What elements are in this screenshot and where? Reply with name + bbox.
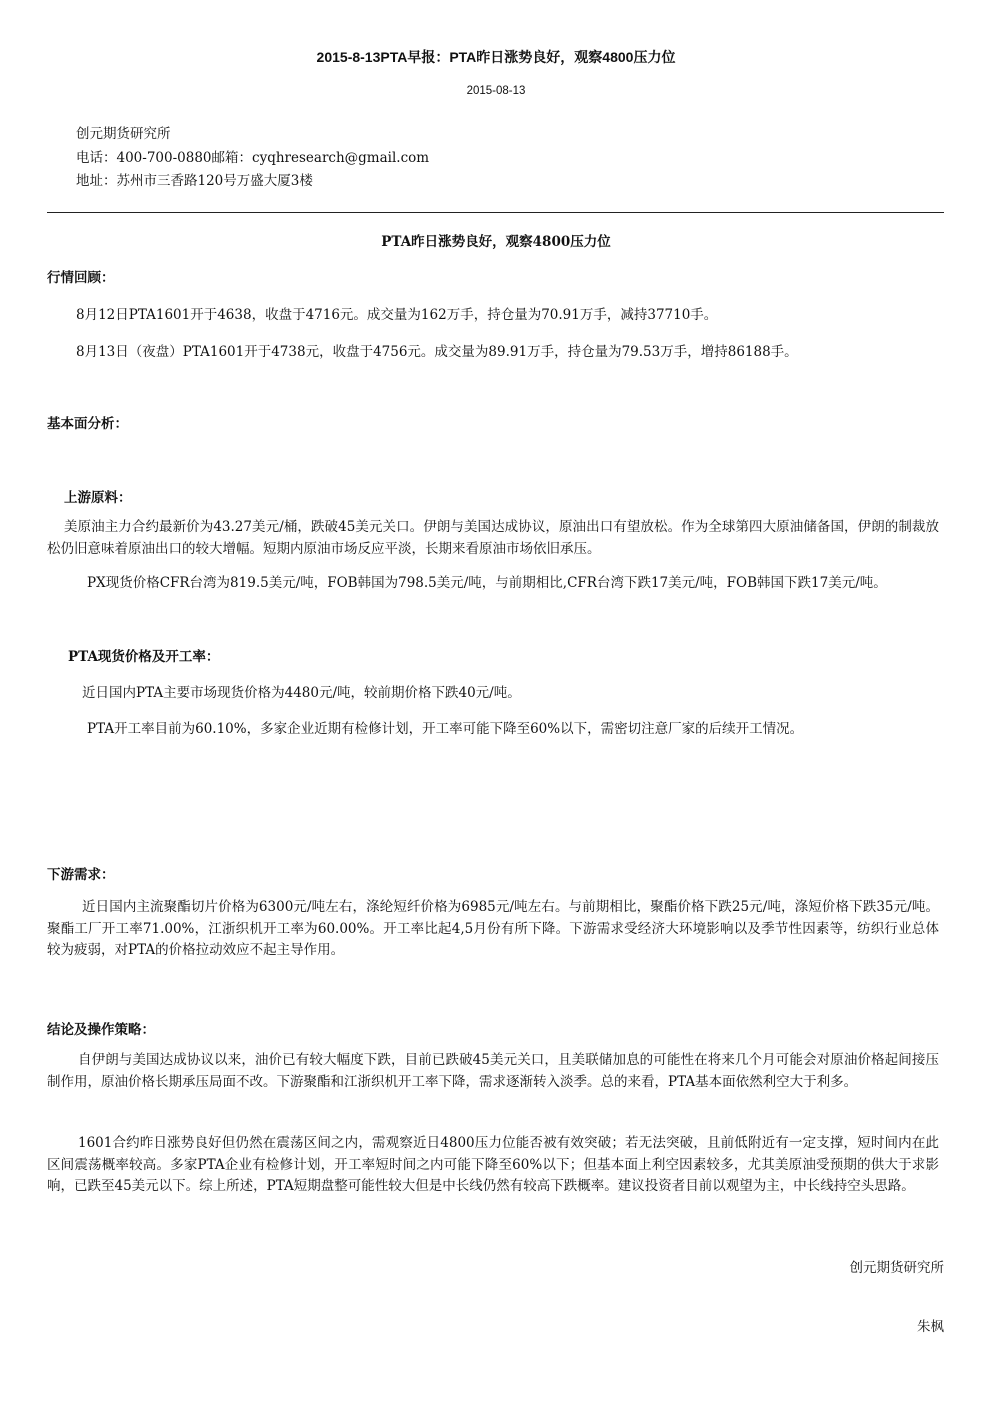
contact-info: 电话：400-700-0880邮箱：cyqhresearch@gmail.com <box>76 150 430 166</box>
spot-paragraph-1: 近日国内PTA主要市场现货价格为4480元/吨，较前期价格下跌40元/吨。 <box>82 685 521 701</box>
upstream-paragraph-1: 美原油主力合约最新价为43.27美元/桶，跌破45美元关口。伊朗与美国达成协议，原油出口有望放松。作为全球第四大原油储备国，伊朗的制裁放松仍旧意味着原油出口的较大增幅。短期内原油市场反应平淡，长期来看原油市场依旧承压。 <box>47 519 939 557</box>
review-heading: 行情回顾： <box>47 270 115 286</box>
org-name: 创元期货研究所 <box>76 126 171 142</box>
fundamentals-heading: 基本面分析： <box>47 416 128 432</box>
spot-paragraph-2: PTA开工率目前为60.10%，多家企业近期有检修计划，开工率可能下降至60%以下，需密切注意厂家的后续开工情况。 <box>87 721 804 737</box>
downstream-heading: 下游需求： <box>47 867 115 883</box>
address: 地址：苏州市三香路120号万盛大厦3楼 <box>76 173 313 189</box>
upstream-heading: 上游原料： <box>64 490 132 506</box>
conclusion-paragraph-2: 1601合约昨日涨势良好但仍然在震荡区间之内，需观察近日4800压力位能否被有效突破；若无法突破，且前低附近有一定支撑，短时间内在此区间震荡概率较高。多家PTA企业有检修计划，开工率短时间之内可能下降至60%以下；但基本面上利空因素较多，尤其美原油受预期的供大于求影响，已跌至45美元以下。综上所述，PTA短期盘整可能性较大但是中长线仍然有较高下跌概率。建议投资者目前以观望为主，中长线持空头思路。 <box>47 1135 939 1194</box>
document-title: 2015-8-13PTA早报：PTA昨日涨势良好，观察4800压力位 <box>316 49 676 65</box>
conclusion-paragraph-1: 自伊朗与美国达成协议以来，油价已有较大幅度下跌，目前已跌破45美元关口，且美联储加息的可能性在将来几个月可能会对原油价格起间接压制作用，原油价格长期承压局面不改。下游聚酯和江浙织机开工率下降，需求逐渐转入淡季。总的来看，PTA基本面依然利空大于利多。 <box>47 1052 939 1090</box>
spot-heading: PTA现货价格及开工率： <box>68 649 220 665</box>
review-paragraph-1: 8月12日PTA1601开于4638，收盘于4716元。成交量为162万手，持仓量为70.91万手，减持37710手。 <box>76 307 718 323</box>
footer-author: 朱枫 <box>917 1319 944 1335</box>
report-subtitle: PTA昨日涨势良好，观察4800压力位 <box>381 234 611 250</box>
review-paragraph-2: 8月13日（夜盘）PTA1601开于4738元，收盘于4756元。成交量为89.91万手，持仓量为79.53万手，增持86188手。 <box>76 344 798 360</box>
document-date: 2015-08-13 <box>466 85 526 97</box>
downstream-paragraph-1: 近日国内主流聚酯切片价格为6300元/吨左右，涤纶短纤价格为6985元/吨左右。与前期相比，聚酯价格下跌25元/吨，涤短价格下跌35元/吨。聚酯工厂开工率71.00%，江浙织机开工率为60.00%。开工率比起4,5月份有所下降。下游需求受经济大环境影响以及季节性因素等，纺织行业总体较为疲弱，对PTA的价格拉动效应不起主导作用。 <box>47 899 939 958</box>
header-divider <box>47 212 944 213</box>
upstream-paragraph-2: PX现货价格CFR台湾为819.5美元/吨，FOB韩国为798.5美元/吨，与前期相比,CFR台湾下跌17美元/吨，FOB韩国下跌17美元/吨。 <box>87 575 887 591</box>
conclusion-heading: 结论及操作策略： <box>47 1022 155 1038</box>
footer-org: 创元期货研究所 <box>849 1260 944 1276</box>
